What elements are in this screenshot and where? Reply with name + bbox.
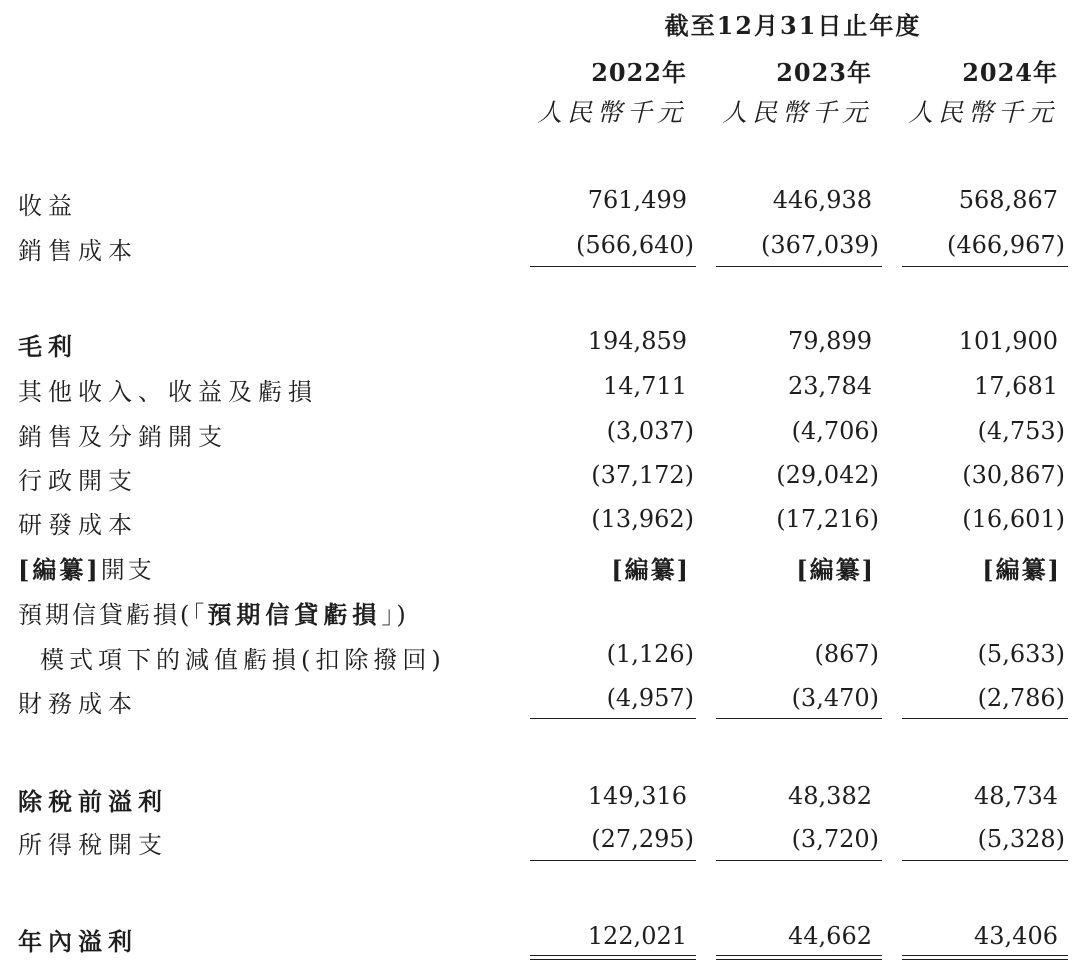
year-header-2022: 2022年 [591, 58, 687, 87]
row-value-profit-before-tax-2024: 48,734 [974, 782, 1058, 810]
row-value-rnd-costs-2022: (13,962) [591, 505, 694, 533]
ecl-defined-term: 預期信貸虧損 [207, 600, 382, 629]
double-underline-2024 [902, 955, 1068, 960]
row-value-admin-expenses-2024: (30,867) [962, 461, 1065, 489]
underline-2023 [716, 718, 882, 719]
year-header-2023: 2023年 [776, 58, 872, 87]
double-underline-2023 [716, 955, 882, 960]
ecl-text-part1: 預期信貸虧損(「 [18, 601, 208, 629]
row-value-impairment-2023: (867) [814, 640, 879, 668]
row-value-other-income-2022: 14,711 [603, 372, 687, 400]
double-underline-2022 [530, 955, 696, 960]
row-label-revenue: 收益 [18, 192, 78, 220]
row-label-ecl-line2: 模式項下的減值虧損(扣除撥回) [40, 646, 446, 674]
row-value-revenue-2022: 761,499 [587, 186, 687, 214]
row-label-admin-expenses: 行政開支 [18, 467, 138, 495]
row-value-profit-before-tax-2022: 149,316 [587, 782, 687, 810]
row-value-admin-expenses-2023: (29,042) [776, 461, 879, 489]
row-value-profit-for-year-2022: 122,021 [587, 922, 687, 950]
row-value-income-tax-2023: (3,720) [791, 825, 879, 853]
underline-2024 [902, 860, 1068, 861]
row-label-rnd-costs: 研發成本 [18, 511, 138, 539]
row-label-redacted-expenses [18, 550, 155, 585]
row-value-other-income-2024: 17,681 [974, 372, 1058, 400]
row-value-finance-costs-2022: (4,957) [606, 684, 694, 712]
row-label-finance-costs: 財務成本 [18, 690, 138, 718]
row-label-income-tax: 所得稅開支 [18, 831, 168, 859]
row-label-selling-expenses: 銷售及分銷開支 [18, 423, 228, 451]
underline-2024 [902, 266, 1068, 267]
underline-2024 [902, 718, 1068, 719]
row-value-gross-profit-2024: 101,900 [958, 327, 1058, 355]
underline-2022 [530, 266, 696, 267]
row-value-redacted-2023: [編纂] [796, 555, 875, 584]
row-value-cost-of-sales-2022: (566,640) [576, 231, 694, 259]
row-value-selling-expenses-2023: (4,706) [791, 417, 879, 445]
underline-2023 [716, 860, 882, 861]
unit-label-2024: 人民幣千元 [907, 98, 1058, 127]
row-value-finance-costs-2023: (3,470) [791, 684, 879, 712]
row-label-gross-profit: 毛利 [18, 332, 78, 361]
row-value-rnd-costs-2024: (16,601) [962, 505, 1065, 533]
underline-2023 [716, 266, 882, 267]
row-value-revenue-2023: 446,938 [772, 186, 872, 214]
row-value-profit-for-year-2024: 43,406 [974, 922, 1058, 950]
row-label-profit-for-year: 年內溢利 [18, 927, 138, 956]
row-value-redacted-2024: [編纂] [982, 555, 1061, 584]
row-value-income-tax-2022: (27,295) [591, 825, 694, 853]
row-value-impairment-2024: (5,633) [977, 640, 1065, 668]
row-value-other-income-2023: 23,784 [788, 372, 872, 400]
redacted-tag: [編纂] [18, 555, 101, 584]
row-value-admin-expenses-2022: (37,172) [591, 461, 694, 489]
row-value-selling-expenses-2022: (3,037) [606, 417, 694, 445]
row-value-revenue-2024: 568,867 [958, 186, 1058, 214]
row-label-ecl-line1 [18, 595, 409, 630]
row-value-cost-of-sales-2023: (367,039) [761, 231, 879, 259]
row-value-profit-before-tax-2023: 48,382 [788, 782, 872, 810]
row-value-finance-costs-2024: (2,786) [977, 684, 1065, 712]
row-value-redacted-2022: [編纂] [611, 555, 690, 584]
redacted-expenses-text: 開支 [100, 556, 155, 584]
unit-label-2022: 人民幣千元 [536, 98, 687, 127]
row-value-selling-expenses-2024: (4,753) [977, 417, 1065, 445]
row-value-rnd-costs-2023: (17,216) [776, 505, 879, 533]
row-value-profit-for-year-2023: 44,662 [788, 922, 872, 950]
underline-2022 [530, 718, 696, 719]
row-label-other-income: 其他收入、收益及虧損 [18, 378, 318, 406]
row-label-cost-of-sales: 銷售成本 [18, 237, 138, 265]
period-header: 截至12月31日止年度 [664, 11, 922, 40]
row-label-profit-before-tax: 除稅前溢利 [18, 787, 168, 816]
unit-label-2023: 人民幣千元 [721, 98, 872, 127]
row-value-income-tax-2024: (5,328) [977, 825, 1065, 853]
underline-2022 [530, 860, 696, 861]
row-value-cost-of-sales-2024: (466,967) [947, 231, 1065, 259]
ecl-text-part2: 」) [381, 601, 409, 629]
year-header-2024: 2024年 [962, 58, 1058, 87]
row-value-gross-profit-2022: 194,859 [587, 327, 687, 355]
row-value-impairment-2022: (1,126) [606, 640, 694, 668]
row-value-gross-profit-2023: 79,899 [788, 327, 872, 355]
